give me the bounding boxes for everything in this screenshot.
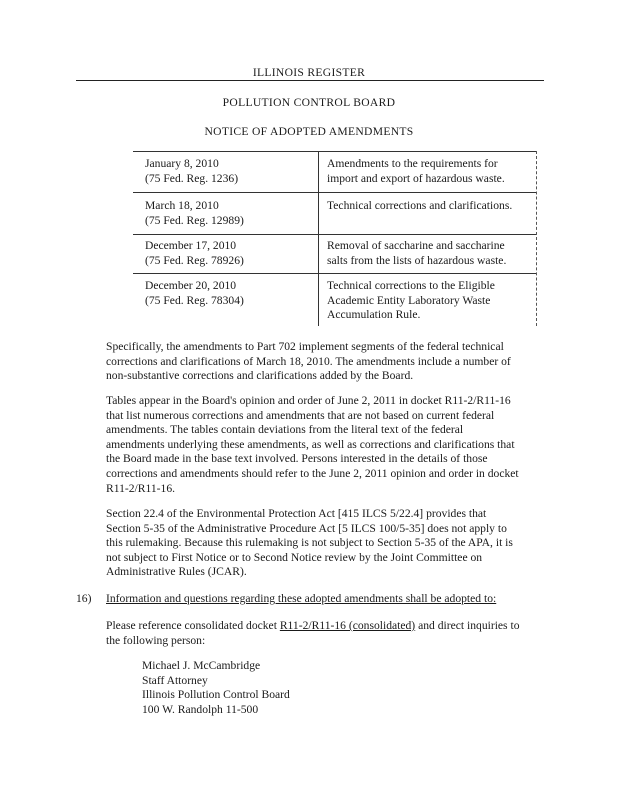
desc-line: Academic Entity Laboratory Waste xyxy=(327,293,491,307)
row-date: December 17, 2010 xyxy=(145,239,237,252)
text-line: the following person: xyxy=(106,633,206,647)
text-line: Section 5-35 of the Administrative Procedure Act [5 ILCS 100/5-35] does not apply to xyxy=(106,521,507,535)
ref-suffix: and direct inquiries to xyxy=(415,619,520,632)
row-date: December 20, 2010 xyxy=(145,279,237,292)
row-citation: (75 Fed. Reg. 78926) xyxy=(145,253,244,267)
table-column-divider xyxy=(318,151,319,326)
row-description xyxy=(327,239,506,268)
register-title: ILLINOIS REGISTER xyxy=(252,66,366,79)
amendments-table xyxy=(133,151,537,326)
text-line: this rulemaking. Because this rulemaking is not subject to Section 5-35 of the APA, it is xyxy=(106,536,513,550)
desc-line: salts from the lists of hazardous waste. xyxy=(327,253,507,267)
header-rule xyxy=(76,80,544,81)
text-line: Administrative Rules (JCAR). xyxy=(106,565,247,579)
reference-paragraph xyxy=(106,619,546,648)
paragraph-part-702 xyxy=(106,340,546,384)
item-heading: Information and questions regarding these adopted amendments shall be adopted to: xyxy=(106,592,497,605)
contact-block xyxy=(142,659,290,717)
contact-organization: Illinois Pollution Control Board xyxy=(142,688,290,702)
text-line: that list numerous corrections and amendments that are not based on current federal xyxy=(106,408,495,422)
table-rule xyxy=(133,234,537,235)
text-line: amendments underlying these amendments, as well as corrections and clarifications that xyxy=(106,437,515,451)
row-description xyxy=(327,199,512,214)
desc-line: import and export of hazardous waste. xyxy=(327,171,505,185)
text-line: Specifically, the amendments to Part 702 implement segments of the federal technical xyxy=(106,340,504,353)
row-description xyxy=(327,157,505,186)
paragraph-section-22-4 xyxy=(106,507,546,580)
desc-line: Amendments to the requirements for xyxy=(327,157,498,170)
text-line xyxy=(106,619,546,634)
text-line: R11-2/R11-16. xyxy=(106,481,176,495)
desc-line: Technical corrections to the Eligible xyxy=(327,279,495,292)
table-rule xyxy=(133,192,537,193)
text-line: non-substantive corrections and clarifications added by the Board. xyxy=(106,369,414,383)
item-number: 16) xyxy=(76,592,92,605)
desc-line: Removal of saccharine and saccharine xyxy=(327,239,505,252)
table-row xyxy=(145,239,244,268)
table-right-edge xyxy=(536,151,537,326)
table-rule xyxy=(133,273,537,274)
contact-address: 100 W. Randolph 11-500 xyxy=(142,702,259,716)
row-description xyxy=(327,279,495,323)
table-rule xyxy=(133,151,537,152)
text-line: corrections and amendments should refer to the June 2, 2011 opinion and order in docket xyxy=(106,466,519,480)
paragraph-tables xyxy=(106,394,546,496)
notice-title: NOTICE OF ADOPTED AMENDMENTS xyxy=(204,125,414,138)
ref-prefix: Please reference consolidated docket xyxy=(106,619,280,632)
row-date: January 8, 2010 xyxy=(145,157,219,170)
docket-reference: R11-2/R11-16 (consolidated) xyxy=(279,619,416,632)
row-citation: (75 Fed. Reg. 12989) xyxy=(145,213,244,227)
desc-line: Accumulation Rule. xyxy=(327,308,421,322)
text-line: Tables appear in the Board's opinion and order of June 2, 2011 in docket R11-2/R11-16 xyxy=(106,394,511,407)
table-row xyxy=(145,199,244,228)
desc-line: Technical corrections and clarifications. xyxy=(327,199,513,212)
text-line: not subject to First Notice or to Second Notice review by the Joint Committee on xyxy=(106,550,483,564)
text-line: corrections and clarifications of March 18, 2010. The amendments include a number of xyxy=(106,354,511,368)
agency-name: POLLUTION CONTROL BOARD xyxy=(222,96,396,109)
text-line: amendments. The tables contain deviations from the literal text of the federal xyxy=(106,423,464,437)
row-citation: (75 Fed. Reg. 78304) xyxy=(145,293,244,307)
table-row xyxy=(145,279,244,308)
contact-name: Michael J. McCambridge xyxy=(142,659,261,672)
text-line: Section 22.4 of the Environmental Protection Act [415 ILCS 5/22.4] provides that xyxy=(106,507,487,520)
table-row xyxy=(145,157,238,186)
text-line: the Board made in the base text involved. Persons interested in the details of those xyxy=(106,452,488,466)
row-date: March 18, 2010 xyxy=(145,199,219,212)
contact-title: Staff Attorney xyxy=(142,673,208,687)
row-citation: (75 Fed. Reg. 1236) xyxy=(145,171,239,185)
